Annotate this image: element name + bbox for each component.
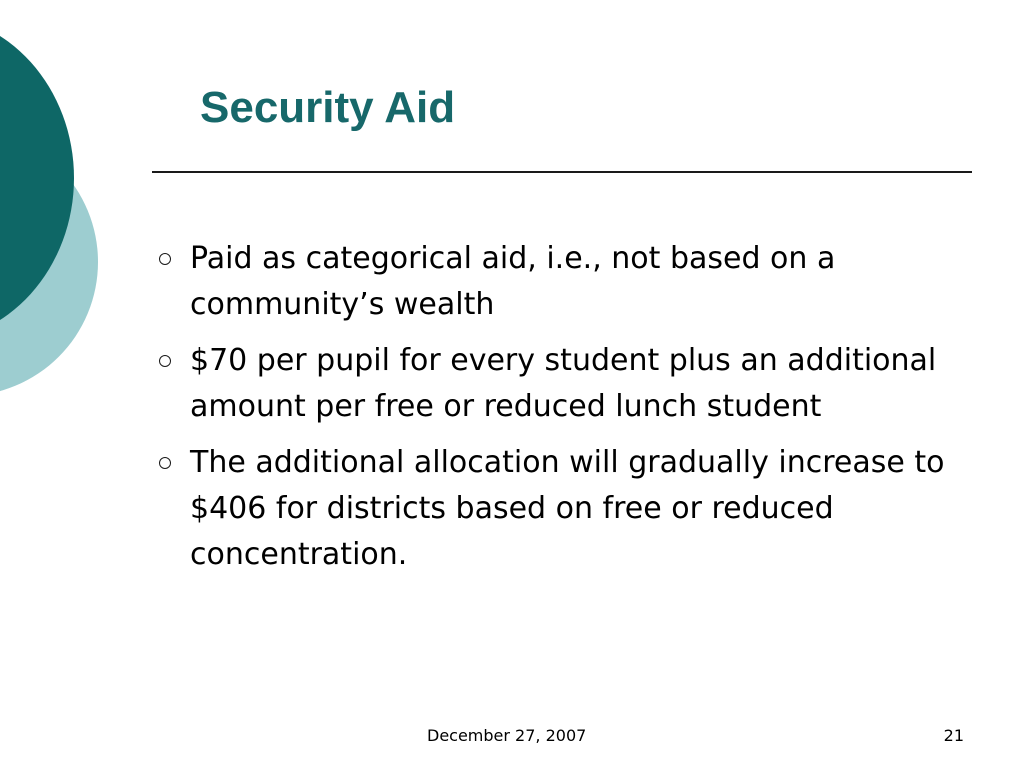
circle-bullet-icon [159,253,171,265]
bullet-text: Paid as categorical aid, i.e., not based on a community’s wealth [190,241,836,322]
bullet-text: The additional allocation will gradually increase to $406 for districts based on free or reduced concentration. [190,445,945,572]
footer-date: December 27, 2007 [427,726,587,745]
bullet-item [150,236,1010,328]
page-number: 21 [943,726,964,745]
bullet-item [150,440,1010,578]
circle-bullet-icon [159,457,171,469]
circle-bullet-icon [159,355,171,367]
title-divider [152,171,972,173]
slide-title: Security Aid [200,83,456,132]
bullet-text: $70 per pupil for every student plus an additional amount per free or reduced lunch student [190,343,937,424]
bullet-list [150,236,1010,588]
bullet-item [150,338,1010,430]
